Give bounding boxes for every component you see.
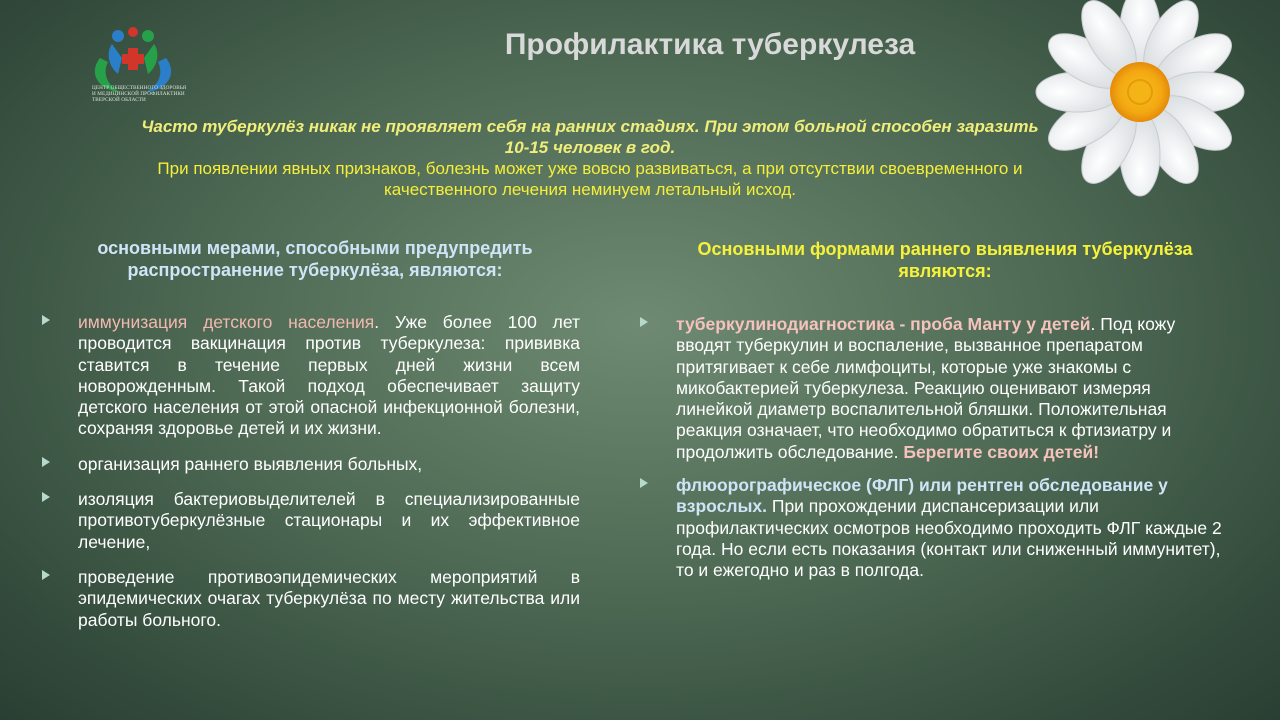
page-title: Профилактика туберкулеза xyxy=(504,28,916,61)
list-item-text: организация раннего выявления больных, xyxy=(78,453,423,474)
list-item xyxy=(640,314,1225,463)
mantoux-test-label: проба Манту у детей xyxy=(910,314,1091,334)
right-heading: Основными формами раннего выявления туберкулёза являются: xyxy=(697,239,1193,281)
tuberculin-diagnostics-label: туберкулинодиагностика xyxy=(676,314,900,334)
bullet-arrow-icon xyxy=(42,315,50,325)
bullet-arrow-icon xyxy=(42,570,50,580)
fluorography-label: флюорографическое (ФЛГ) или рентген обследование у взрослых. xyxy=(676,475,1168,517)
list-item xyxy=(42,567,580,631)
dot: . xyxy=(1090,314,1096,334)
dash: - xyxy=(899,314,911,334)
intro-line-1: Часто туберкулёз никак не проявляет себя на ранних стадиях. При этом больной способен заразить 10-15 человек в год. xyxy=(141,117,1039,157)
list-item-text: проведение противоэпидемических мероприятий в эпидемических очагах туберкулёза по месту жительства или работы больного. xyxy=(78,566,580,630)
immunization-highlight: иммунизация детского населения xyxy=(78,312,375,332)
list-item-text: . Уже более 100 лет проводится вакцинация против туберкулеза: прививка ставится в течение первых дней жизни всем новорожденным. Такой подход обеспечивает защиту детского населения от этой опасной инфекционной болезни, сохраняя здоровье детей и их жизни. xyxy=(78,312,580,439)
bullet-arrow-icon xyxy=(640,478,648,488)
early-detection-list xyxy=(640,314,1225,594)
intro-line-2: При появлении явных признаков, болезнь может уже вовсю развиваться, а при отсутствии своевременного и качественного лечения неминуем летальный исход. xyxy=(157,159,1023,199)
list-item-text: изоляция бактериовыделителей в специализированные противотуберкулёзные стационары и их эффективное лечение, xyxy=(78,489,580,552)
bullet-arrow-icon xyxy=(42,492,50,502)
bullet-arrow-icon xyxy=(42,457,50,467)
logo-caption: ЦЕНТР ОБЩЕСТВЕННОГО ЗДОРОВЬЯ И МЕДИЦИНСКОЙ ПРОФИЛАКТИКИ ТВЕРСКОЙ ОБЛАСТИ xyxy=(92,85,187,103)
left-heading: основными мерами, способными предупредить распространение туберкулёза, являются: xyxy=(97,238,533,280)
list-item-text: Под кожу вводят туберкулин и воспаление, вызванное препаратом притягивает к себе лимфоциты, которые уже знакомы с микобактерией туберкулеза. Реакцию оценивают измеряя линейкой диаметр воспалительной бляшки. Положительная реакция означает, что необходимо обратиться к фтизиатру и продолжить обследование. xyxy=(676,314,1176,462)
list-item xyxy=(42,489,580,553)
care-for-children-emphasis: Берегите своих детей! xyxy=(903,441,1100,462)
prevention-measures-list xyxy=(42,312,580,645)
list-item xyxy=(42,312,580,440)
intro-text xyxy=(130,116,1050,200)
list-item xyxy=(42,454,580,475)
list-item-text: При прохождении диспансеризации или профилактических осмотров необходимо проходить ФЛГ каждые 2 года. Но если есть показания (контакт или сниженный иммунитет), то и ежегодно и раз в полгода. xyxy=(676,496,1222,581)
list-item xyxy=(640,475,1225,581)
daisy-flower-icon xyxy=(1030,0,1260,200)
bullet-arrow-icon xyxy=(640,317,648,327)
